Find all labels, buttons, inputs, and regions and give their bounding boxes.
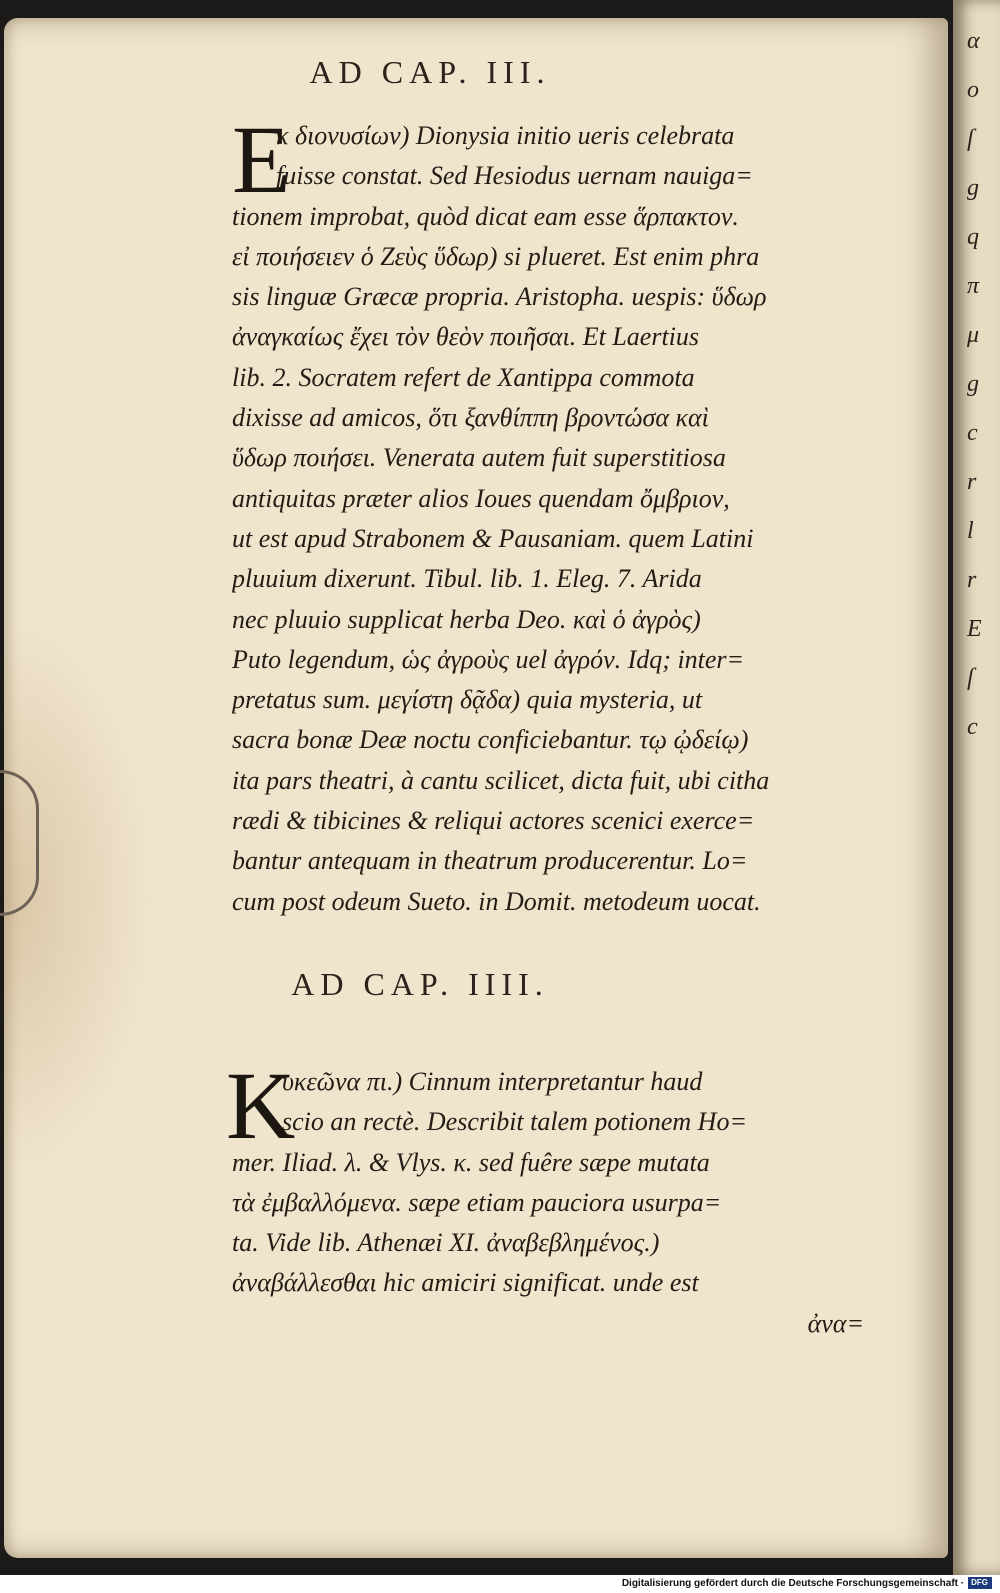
text-line: Puto legendum, ὡς ἀγροὺς uel ἀγρόν. Idq; inter= [232,644,745,674]
drop-cap-e: E [232,106,291,213]
text-line: τὰ ἐμβαλλόμενα. sæpe etiam pauciora usurpa= [232,1187,722,1217]
edge-fragment: g [967,175,979,201]
text-line: antiquitas præter alios Ioues quendam ὄμβριον, [232,483,730,513]
dfg-logo: DFG [968,1577,992,1589]
text-line: nec pluuio supplicat herba Deo. καὶ ὁ ἀγρὸς) [232,604,701,634]
text-line: ut est apud Strabonem & Pausaniam. quem Latini [232,523,754,553]
text-line: dixisse ad amicos, ὅτι ξανθίππη βροντώσα καὶ [232,403,709,433]
chapter-heading-4: AD CAP. IIII. [291,966,549,1002]
text-line: υκεῶνα πι.) Cinnum interpretantur haud [282,1067,703,1096]
edge-fragment: r [967,469,977,495]
edge-fragment: ο [967,77,979,103]
text-line: εἰ ποιήσειεν ὁ Ζεὺς ὕδωρ) si plueret. Est enim phra [232,241,760,271]
text-line: ἀναγκαίως ἔχει τὸν θεὸν ποιῆσαι. Et Laertius [232,322,700,352]
text-line: κ διονυσίων) Dionysia initio ueris celebrata [276,121,735,150]
text-line: ἀναβάλλεσθαι hic amiciri significat. unde est [232,1268,699,1298]
commentary-paragraph-1 [232,116,864,922]
edge-fragment: c [967,420,978,446]
text-line: cum post odeum Sueto. in Domit. metodeum uocat. [232,886,761,916]
text-line: fuisse constat. Sed Hesiodus uernam nauiga= [276,161,753,191]
clasp-ring [0,770,39,916]
text-line: sis linguæ Græcæ propria. Aristopha. uespis: ὕδωρ [232,282,767,312]
text-line: bantur antequam in theatrum producerentur. Lo= [232,846,748,876]
edge-fragment: μ [967,322,980,348]
text-line: sacra bonæ Deæ noctu conficiebantur. τῳ ᾠδείῳ) [232,725,749,755]
edge-fragment: l [967,518,974,544]
text-line: lib. 2. Socratem refert de Xantippa commota [232,362,695,392]
edge-fragment: g [967,371,979,397]
edge-fragment: c [967,714,978,740]
text-line: pretatus sum. μεγίστη δᾷδα) quia mysteria, ut [232,685,703,715]
edge-fragment: ſ [967,665,974,691]
edge-fragment: α [967,28,980,54]
commentary-paragraph-2 [232,1062,864,1344]
text-line: rædi & tibicines & reliqui actores scenici exerce= [232,806,755,836]
text-line: ta. Vide lib. Athenæi XI. ἀναβεβλημένος.) [232,1228,660,1258]
text-line: tionem improbat, quòd dicat eam esse ἅρπακτον. [232,201,739,231]
drop-cap-k: K [226,1052,296,1159]
footer-text: Digitalisierung gefördert durch die Deutsche Forschungsgemeinschaft · [621,1578,965,1589]
catchword: ἀνα= [807,1308,864,1338]
edge-fragment: q [967,224,979,250]
chapter-heading-3: AD CAP. III. [309,54,551,90]
digitization-footer [0,1575,1000,1593]
facing-page-edge [953,0,1000,1575]
text-line: scio an rectè. Describit talem potionem Ho= [282,1107,747,1137]
text-line: pluuium dixerunt. Tibul. lib. 1. Eleg. 7. Arida [232,564,702,594]
edge-fragment: r [967,567,977,593]
edge-fragment: π [967,273,980,299]
edge-fragment: ſ [967,126,974,152]
text-line: mer. Iliad. λ. & Vlys. κ. sed fuêre sæpe mutata [232,1147,710,1177]
text-line: ὕδωρ ποιήσει. Venerata autem fuit superstitiosa [232,443,726,473]
edge-fragment: E [967,616,982,642]
text-line: ita pars theatri, à cantu scilicet, dicta fuit, ubi citha [232,765,770,795]
